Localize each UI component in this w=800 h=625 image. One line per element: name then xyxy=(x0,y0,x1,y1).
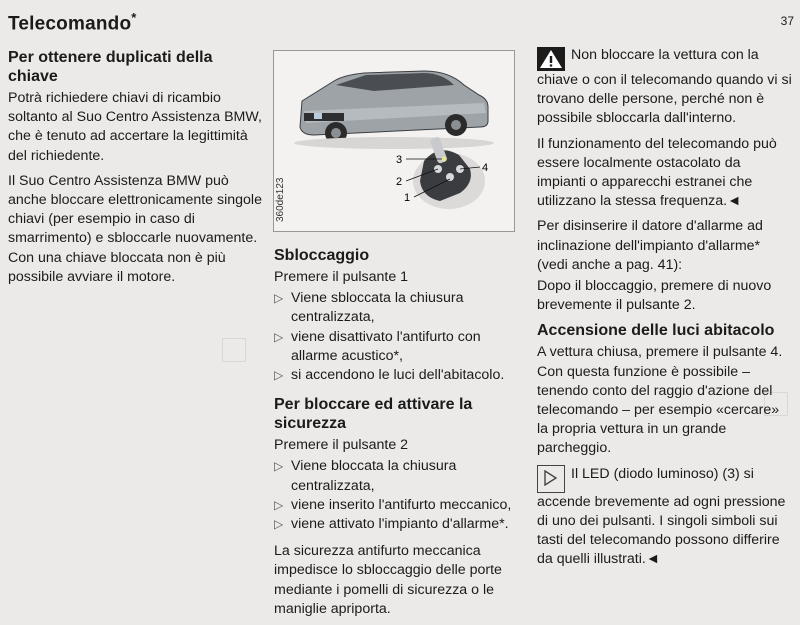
bleed-through-mark xyxy=(222,338,246,362)
unlock-list xyxy=(274,289,528,385)
middle-column xyxy=(274,246,528,625)
callout-4: 4 xyxy=(482,162,489,174)
triangle-bullet-icon: ▷ xyxy=(274,329,284,344)
paragraph: Premere il pulsante 2 xyxy=(274,437,409,454)
paragraph: Potrà richiedere chiavi di ricambio soltanto al Suo Centro Assistenza BMW, che è tenuto ad accertare la legittimità del richiedente. xyxy=(8,90,262,164)
page-title: Telecomando* xyxy=(8,10,137,35)
car-icon xyxy=(294,71,494,149)
paragraph: A vettura chiusa, premere il pulsante 4. Con questa funzione è possibile – tenendo conto del raggio d'azione del telecomando – per esempio «cercare» la propria vettura in un grande parcheggio. xyxy=(537,344,783,457)
paragraph: La sicurezza antifurto meccanica impedisce lo sbloccaggio delle porte mediante i pomelli di sicurezza o le maniglie apriporta. xyxy=(274,543,502,617)
list-item: ▷ viene disattivato l'antifurto con allarme acustico*, xyxy=(274,328,481,364)
callout-2: 2 xyxy=(396,176,403,188)
lock-list xyxy=(274,457,528,534)
page-number: 37 xyxy=(780,14,794,28)
paragraph: Premere il pulsante 1 xyxy=(274,269,409,285)
car-and-key-drawing xyxy=(274,51,514,231)
note-paragraph: Il LED (diodo luminoso) (3) si accende brevemente ad ogni pressione di uno dei pulsanti. I singoli simboli sui tasti del telecomando possono differire da quelli illustrati.◄ xyxy=(537,465,786,568)
right-column xyxy=(537,46,792,575)
list-item: ▷ Viene sbloccata la chiusura centralizzata, xyxy=(274,290,464,326)
figure-code: 360de123 xyxy=(275,177,286,223)
paragraph: Dopo il bloccaggio, premere di nuovo brevemente il pulsante 2. xyxy=(537,278,772,314)
list-item: ▷ viene inserito l'antifurto meccanico, xyxy=(274,496,528,515)
left-column xyxy=(8,48,264,293)
paragraph: Il funzionamento del telecomando può essere localmente ostacolato da impianti o apparecchi estranei che utilizzano la stessa frequenza.◄ xyxy=(537,135,777,210)
car-remote-illustration xyxy=(273,50,515,232)
triangle-bullet-icon: ▷ xyxy=(274,517,284,532)
triangle-bullet-icon: ▷ xyxy=(274,368,284,383)
section-heading-locking: Per bloccare ed attivare la sicurezza xyxy=(274,396,473,433)
callout-1: 1 xyxy=(404,192,411,204)
section-heading-unlocking: Sbloccaggio xyxy=(274,247,370,264)
triangle-bullet-icon: ▷ xyxy=(274,459,284,474)
list-item: ▷ si accendono le luci dell'abitacolo. xyxy=(274,366,528,385)
paragraph: Il Suo Centro Assistenza BMW può anche bloccare elettronicamente singole chiavi (per esempio in caso di smarrimento) e sbloccarle nuovamente. Con una chiave bloccata non è più possibile avviare il motore. xyxy=(8,172,262,285)
callout-3: 3 xyxy=(396,154,403,166)
section-heading-interior-lights: Accensione delle luci abitacolo xyxy=(537,322,775,340)
triangle-bullet-icon: ▷ xyxy=(274,497,284,512)
note-icon xyxy=(537,465,565,493)
paragraph: Per disinserire il datore d'allarme ad inclinazione dell'impianto d'allarme* (vedi anche a pag. 41): xyxy=(537,218,763,273)
warning-icon xyxy=(537,47,565,71)
section-heading-key-duplicates: Per ottenere duplicati della chiave xyxy=(8,49,213,85)
bleed-through-text xyxy=(632,8,636,26)
triangle-bullet-icon: ▷ xyxy=(274,291,284,306)
list-item: ▷ Viene bloccata la chiusura centralizzata, xyxy=(274,458,457,494)
warning-paragraph: Non bloccare la vettura con la chiave o con il telecomando quando vi si trovano delle persone, perché non è possibile sbloccarla dall'interno. xyxy=(537,47,792,127)
list-item: ▷ viene attivato l'impianto d'allarme*. xyxy=(274,515,528,534)
